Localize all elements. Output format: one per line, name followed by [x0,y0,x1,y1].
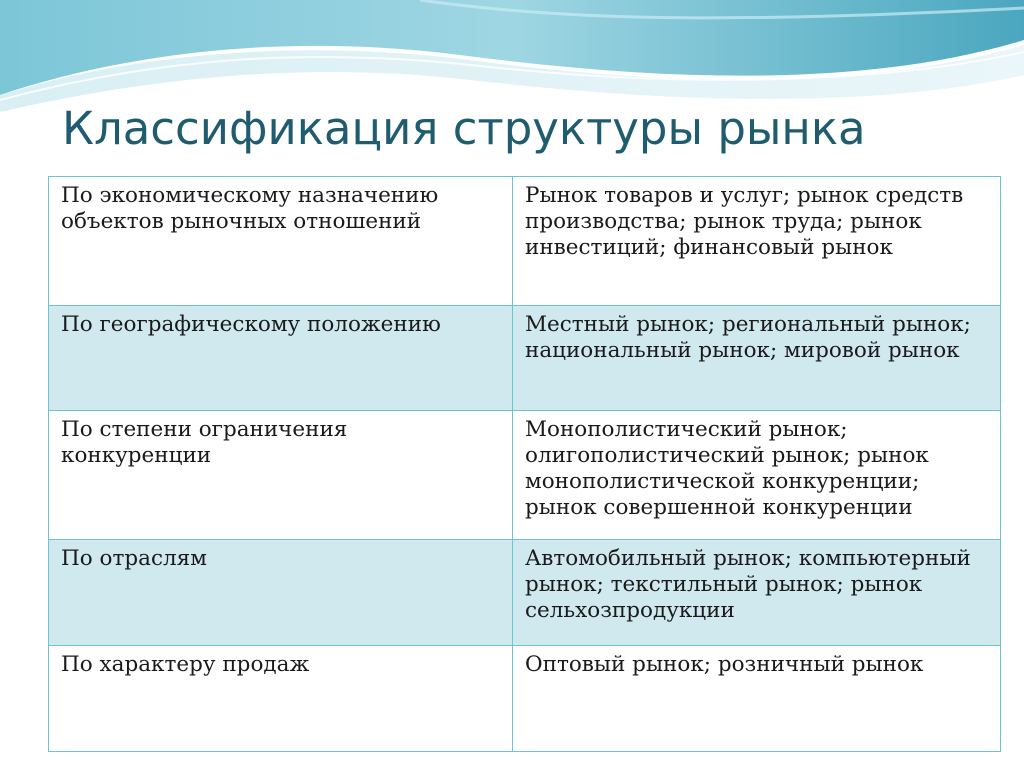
slide-title: Классификация структуры рынка [62,102,866,155]
table-row [49,540,1001,646]
table-row [49,411,1001,540]
criterion-cell: По характеру продаж [49,646,513,752]
criterion-cell: По степени ограничения конкуренции [49,411,513,540]
table-row [49,177,1001,306]
market-types-cell: Местный рынок; региональный рынок; национальный рынок; мировой рынок [513,306,1001,411]
market-types-cell: Автомобильный рынок; компьютерный рынок; текстильный рынок; рынок сельхозпродукции [513,540,1001,646]
criterion-cell: По отраслям [49,540,513,646]
market-types-cell: Монополистический рынок; олигополистический рынок; рынок монополистической конкуренции; рынок совершенной конкуренции [513,411,1001,540]
table-row [49,646,1001,752]
market-types-cell: Рынок товаров и услуг; рынок средств производства; рынок труда; рынок инвестиций; финансовый рынок [513,177,1001,306]
table-row [49,306,1001,411]
criterion-cell: По географическому положению [49,306,513,411]
market-classification-table [48,176,1001,752]
criterion-cell: По экономическому назначению объектов рыночных отношений [49,177,513,306]
market-types-cell: Оптовый рынок; розничный рынок [513,646,1001,752]
